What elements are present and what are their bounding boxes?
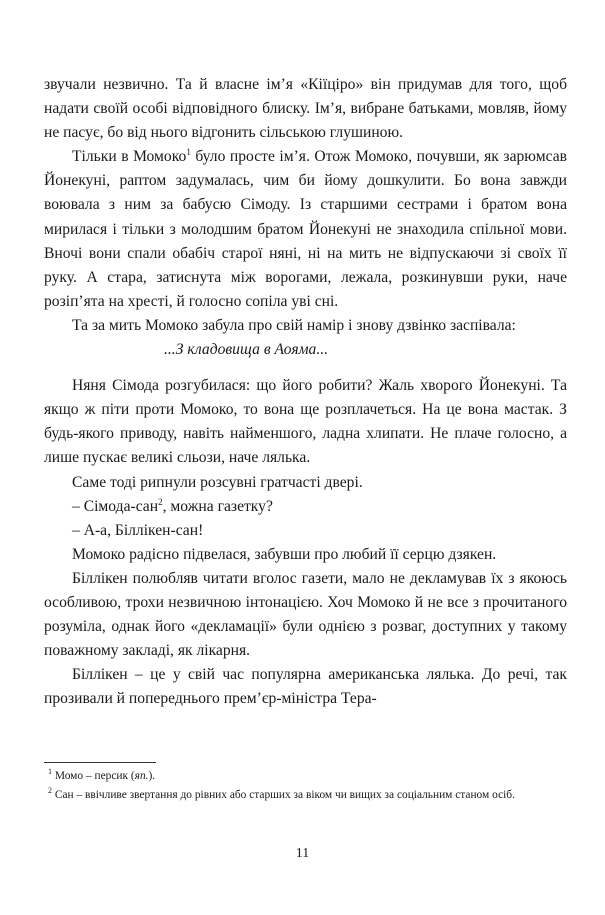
page-number: 11: [295, 846, 310, 861]
paragraph-2: [44, 145, 567, 314]
footnotes: [44, 767, 567, 804]
paragraph-2-start: Тільки в Момоко: [72, 148, 187, 166]
main-text: [44, 73, 567, 711]
footnote-2-mark: 2: [48, 785, 52, 795]
dialogue-1-end: , можна газетку?: [162, 497, 273, 515]
footnote-1-text: Момо – персик (: [54, 770, 135, 782]
dialogue-2: – А-а, Біллікен-сан!: [72, 521, 204, 539]
dialogue-1: [44, 495, 567, 519]
footnote-2: [44, 786, 567, 805]
footnote-2-text: Сан – ввічливе звертання до рівних або старших за віком чи вищих за соціальним станом осіб.: [54, 788, 515, 801]
footnote-1-abbr: яп.: [134, 770, 149, 782]
footnote-divider: [44, 762, 156, 763]
paragraph-8: Біллікен – це у свій час популярна американська лялька. До речі, так прозивали й попереднього прем’єр-міністра Тера-: [44, 666, 567, 708]
footnote-1: [44, 767, 567, 786]
paragraph-7: Біллікен полюбляв читати вголос газети, мало не декламував їх з якоюсь особливою, трохи незвичною інтонацією. Хоч Момоко й не все з прочитаного розуміла, однак його «декламації» були однією з розваг, доступних у такому поважному закладі, як лікарня.: [44, 569, 567, 660]
footnote-1-end: ).: [148, 770, 156, 782]
paragraph-3: Та за мить Момоко забула про свій намір і знову дзвінко заспівала:: [72, 316, 516, 334]
paragraph-2-end: було просте ім’я. Отож Момоко, почувши, як зарюмсав Йонекуні, раптом задумалась, чим би йому дошкулити. Бо вона завжди воювала з ним за бабусю Сімоду. Із старшими сестрами і братом вона мирилася і тільки з молодшим братом Йонекуні не знаходила спільної мови. Вночі вони спали обабіч старої няні, ні на мить не відпускаючи зі своїх її руку. А стара, затиснута між ворогами, лежала, розкинувши руки, наче розіп’ята на хресті, й голосно сопіла уві сні.: [44, 148, 567, 310]
paragraph-6: Момоко радісно підвелася, забувши про любий її серцю дзякен.: [72, 545, 497, 563]
paragraph-1: звучали незвично. Та й власне ім’я «Кіїціро» він придумав для того, щоб надати своїй особі відповідного блиску. Ім’я, вибране батьками, мовляв, йому не пасує, бо від нього відгонить сільською глушиною.: [44, 76, 567, 142]
paragraph-4: Няня Сімода розгубилася: що його робити? Жаль хворого Йонекуні. Та якщо ж піти проти Момоко, то вона ще розплачеться. На це вона мастак. З будь-якого приводу, навіть найменшого, ладна хлипати. Не плаче голосно, а лише пускає великі сльози, наче лялька.: [44, 377, 567, 467]
dialogue-1-start: – Сімода-сан: [72, 497, 159, 515]
footnote-ref-2: 2: [158, 496, 163, 507]
verse-line: ...З кладовища в Аояма...: [164, 341, 329, 359]
paragraph-5: Саме тоді рипнули розсувні гратчасті двері.: [72, 473, 363, 491]
footnote-1-mark: 1: [48, 767, 52, 777]
footnote-ref-1: 1: [186, 147, 191, 158]
